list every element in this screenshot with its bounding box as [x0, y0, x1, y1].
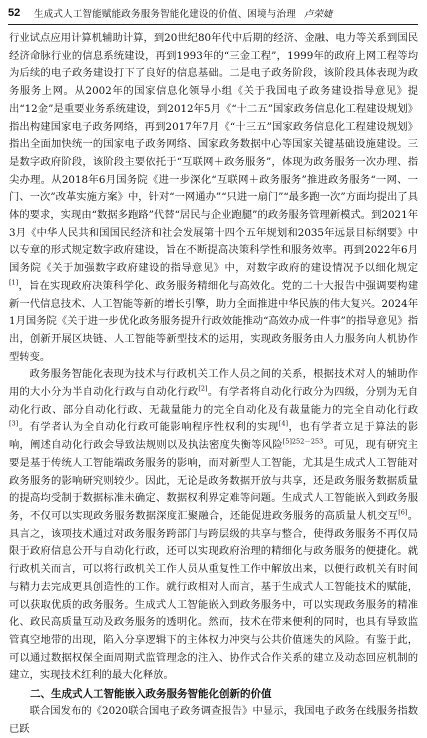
body-paragraph: 政务服务智能化表现为技术与行政机关工作人员之间的关系，根据技术对人的辅助作用的大小分为半自动化行政与自动化行政[2]。有学者将自动化行政分为四级，分别为无自动化行政、部分自动化行政、无裁量能力的完全自动化及有裁量能力的完全自动化行政[3]。有学者认为全自动化行政可能影响程序性权利的实现[4]，也有学者立足于算法的影响，阐述自动化行政会导致法规则以及执法密度失衡等风险$^{[5]252-253}$。可见，现有研究主要是基于传统人工智能端政务服务的影响，而对新型人工智能，尤其是生成式人工智能对政务服务的影响研究则较少。因此，无论是政务数据开放与共享，还是政务服务数据质量的提高均受制于数据标准未确定、数据权利界定难等问题。生成式人工智能嵌入到政务服务，不仅可以实现政务服务数据深度汇聚融合，还能促进政务服务的高质量人机交互[6]。具言之，该项技术通过对政务服务跨部门与跨层级的共享与整合，使得政务服务不再仅局限于政府信息公开与自动化行政，还可以实现政府治理的精细化与政务服务的便捷化。就行政机关而言，可以将行政机关工作人员从重复性工作中解放出来，以便行政机关有时间与精力去完成更具创造性的工作。就行政相对人而言，基于生成式人工智能技术的赋能，可以获取优质的政务服务。生成式人工智能嵌入到政务服务中，可以实现政务服务的精准化、政民高质量互动及政务服务的透明化。然而，技术在带来便利的同时，也具有导致监管真空地带的出现，陷入分享逻辑下的主体权力冲突与公共价值迷失的风险。有鉴于此，可以通过数据权保全面周期式监管理念的注入、协作式合作关系的建立及动态回应机制的建立，实现技术红利的最大化释放。: [9, 368, 419, 682]
running-header: [8, 4, 418, 22]
citation[interactable]: [6]: [398, 508, 408, 517]
page-number: 52: [8, 7, 21, 19]
article-body: [9, 30, 418, 738]
running-title: 生成式人工智能赋能政务服务智能化建设的价值、困境与治理: [34, 9, 296, 20]
body-paragraph: 行业试点应用计算机辅助计算，到20世纪80年代中后期的经济、金融、电力等关系到国民经济命脉行业的信息系统建设，再到1993年的“三金工程”，1999年的政府上网工程等均为后续的电子政务建设打下了良好的信息基础。二是电子政务阶段，该阶段具体表现为政务服务上网。从2002年的国家信息化领导小组《关于我国电子政务建设指导意见》提出“12金”是重要业务系统建设，到2012年5月《“十二五”国家政务信息化工程建设规划》指出构建国家电子政务网络，再到2017年7月《“十三五”国家政务信息化工程建设规划》指出全面加快统一的国家电子政务网络、国家政务数据中心等国家关键基础设施建设。三是数字政府阶段，该阶段主要依托于“互联网＋政务服务”，体现为政务服务一次办理、指尖办理。从2018年6月国务院《进一步深化“互联网＋政务服务”推进政务服务“一网、一门、一次”改革实施方案》中，针对“一网通办”“只进一扇门”“最多跑一次”方面均提出了具体的要求，实现由“数据多跑路”代替“居民与企业跑腿”的政务服务管理新模式。到2021年3月《中华人民共和国国民经济和社会发展第十四个五年规划和2035年远景目标纲要》中以专章的形式规定数字政府建设，旨在不断提高决策科学性和服务效率。再到2022年6月国务院《关于加强数字政府建设的指导意见》中，对数字政府的建设情况予以细化规定[1]，旨在实现政府决策科学化、政务服务精细化与高效化。党的二十大报告中强调要构建新一代信息技术、人工智能等新的增长引擎，助力全面推进中华民族的伟大复兴。2024年1月国务院《关于进一步优化政务服务提升行政效能推动“高效办成一件事”的指导意见》指出，创新开展区块链、人工智能等新型技术的运用，实现政务服务由人力服务向人机协作型转变。: [9, 32, 418, 363]
body-paragraph: 联合国发布的《2020联合国电子政务调查报告》中显示，我国电子政务在线服务指数已跃: [9, 705, 418, 735]
citation[interactable]: [3]: [9, 420, 19, 429]
citation[interactable]: [5]252－253: [282, 437, 324, 446]
section-heading: 二、生成式人工智能嵌入政务服务智能化创新的价值: [30, 688, 272, 701]
citation[interactable]: [2]: [198, 384, 208, 393]
author-name: 卢荣婕: [303, 9, 333, 20]
citation[interactable]: [4]: [278, 420, 288, 429]
citation[interactable]: [1]: [9, 278, 19, 287]
header-rule: [8, 24, 418, 25]
